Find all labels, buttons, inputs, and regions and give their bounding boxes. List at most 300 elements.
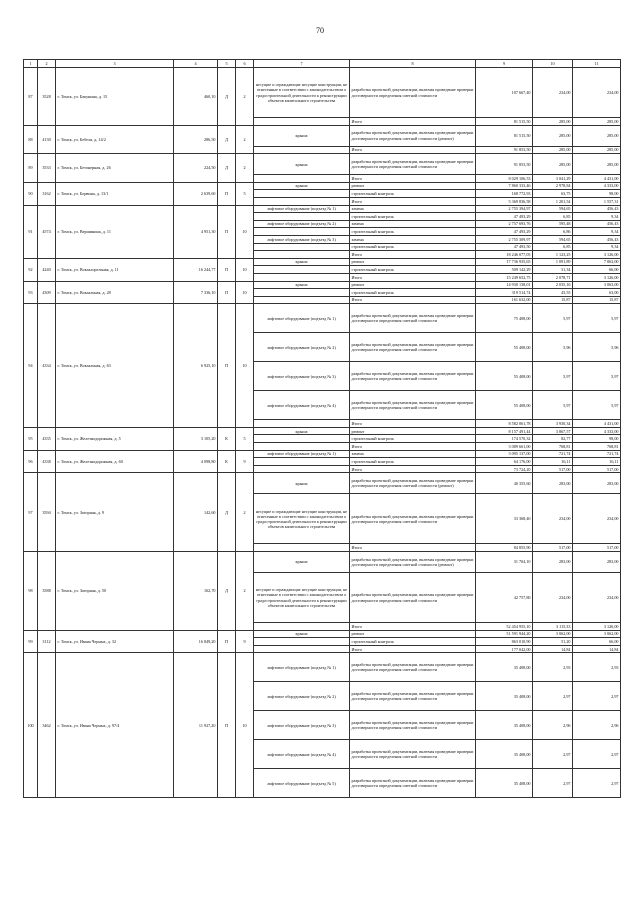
work-type (254, 443, 350, 451)
work-type: лифтовое оборудование (подъезд № 2) (254, 333, 350, 362)
unit-cost: 1 123,25 (533, 251, 573, 259)
work-type (254, 458, 350, 466)
work-type: крыша (254, 473, 350, 494)
work-type: несущие и ограждающие несущие конструкции, не отнесенные в соответствии с законодательством о градостроительной деятельности к реконструкции объектов капитального строительства (254, 573, 350, 623)
floors: 10 (236, 205, 254, 258)
work-description: ремонт (350, 281, 476, 289)
work-description: разработка проектной документации, включая проведение проверки достоверности определения сметной стоимости (ремонт) (350, 473, 476, 494)
max-unit-cost: 9,34 (573, 243, 621, 251)
work-type: лифтовое оборудование (подъезд № 5) (254, 769, 350, 798)
floors: 10 (236, 258, 254, 281)
unit-cost: 51,20 (533, 638, 573, 646)
cost-value: 47 493,50 (476, 243, 533, 251)
unit-cost: 6,86 (533, 228, 573, 236)
address: г. Томск, ул. Вокзальная, д. 28 (56, 281, 174, 304)
max-unit-cost: 517,00 (573, 544, 621, 552)
max-unit-cost: 5,96 (573, 333, 621, 362)
work-type (254, 435, 350, 443)
table-row (24, 68, 621, 118)
work-type: лифтовое оборудование (подъезд № 1) (254, 450, 350, 458)
work-type: крыша (254, 258, 350, 266)
column-header: 9 (476, 60, 533, 68)
total-area: 11 927,20 (174, 653, 218, 798)
unit-cost: 3 115,33 (533, 623, 573, 631)
house-id: 3533 (38, 154, 56, 183)
work-description: Итого (350, 118, 476, 126)
work-description: разработка проектной документации, включая проведение проверки достоверности определения сметной стоимости (350, 333, 476, 362)
work-type (254, 251, 350, 259)
unit-cost: 82,77 (533, 435, 573, 443)
total-area: 6 925,10 (174, 304, 218, 428)
work-type: крыша (254, 182, 350, 190)
work-type (254, 296, 350, 304)
work-description: Итого (350, 296, 476, 304)
cost-value: 35 408,00 (476, 769, 533, 798)
column-header: 4 (174, 60, 218, 68)
cost-value: 168 772,93 (476, 190, 533, 198)
work-description: ремонт (350, 258, 476, 266)
unit-cost: 5,97 (533, 304, 573, 333)
work-type (254, 289, 350, 297)
total-area: 16 244,77 (174, 258, 218, 281)
cost-value: 8 582 061,78 (476, 420, 533, 428)
unit-cost: 2 035,16 (533, 281, 573, 289)
work-description: разработка проектной документации, включая проведение проверки достоверности определения сметной стоимости (350, 573, 476, 623)
row-number: 87 (24, 68, 38, 126)
max-unit-cost: 3 126,00 (573, 623, 621, 631)
table-row (24, 450, 621, 458)
column-header: 3 (56, 60, 174, 68)
cost-value: 81 515,50 (476, 125, 533, 146)
max-unit-cost: 4 333,00 (573, 182, 621, 190)
unit-cost: 15,87 (533, 296, 573, 304)
address: г. Томск, ул. Бетонерная, д. 26 (56, 154, 174, 183)
cost-value: 52 454 955,10 (476, 623, 533, 631)
unit-cost: 283,00 (533, 473, 573, 494)
floors: 2 (236, 68, 254, 126)
work-type (254, 175, 350, 183)
total-area: 162,70 (174, 552, 218, 631)
header-row (24, 60, 621, 68)
unit-cost: 721,74 (533, 450, 573, 458)
work-description: разработка проектной документации, включая проведение проверки достоверности определения сметной стоимости (350, 653, 476, 682)
work-description: строительный контроль (350, 289, 476, 297)
work-type (254, 273, 350, 281)
work-type: лифтовое оборудование (подъезд № 4) (254, 391, 350, 420)
work-description: разработка проектной документации, включая проведение проверки достоверности определения сметной стоимости (350, 391, 476, 420)
work-type: лифтовое оборудование (подъезд № 2) (254, 220, 350, 228)
work-type: крыша (254, 630, 350, 638)
unit-cost: 2,97 (533, 740, 573, 769)
cost-value: 84 855,90 (476, 544, 533, 552)
max-unit-cost: 4 333,00 (573, 427, 621, 435)
work-description: разработка проектной документации, включая проведение проверки достоверности определения сметной стоимости (350, 68, 476, 118)
max-unit-cost: 456,43 (573, 235, 621, 243)
unit-cost: 2,96 (533, 711, 573, 740)
max-unit-cost: 283,00 (573, 552, 621, 573)
row-number: 100 (24, 653, 38, 798)
cost-value: 17 736 935,65 (476, 258, 533, 266)
work-description: Итого (350, 420, 476, 428)
column-header: 7 (254, 60, 350, 68)
total-area: 16 849,20 (174, 630, 218, 653)
cost-value: 2 755 309,97 (476, 235, 533, 243)
work-description: строительный контроль (350, 435, 476, 443)
cost-value: 7 860 333,46 (476, 182, 533, 190)
address: г. Томск, ул. Ивана Черных, д. 32 (56, 630, 174, 653)
max-unit-cost: 98,00 (573, 190, 621, 198)
work-description: Итого (350, 197, 476, 205)
house-id: 3594 (38, 473, 56, 552)
unit-cost: 3 041,29 (533, 175, 573, 183)
unit-cost: 517,00 (533, 544, 573, 552)
work-type (254, 228, 350, 236)
cost-value: 107 667,40 (476, 68, 533, 118)
unit-cost: 285,00 (533, 146, 573, 154)
cost-value: 81 515,50 (476, 118, 533, 126)
cost-value: 18 246 077,05 (476, 251, 533, 259)
cost-value: 91 853,50 (476, 154, 533, 175)
cost-value: 73 724,20 (476, 465, 533, 473)
max-unit-cost: 3 062,00 (573, 630, 621, 638)
work-description: Итого (350, 175, 476, 183)
work-description: замена (350, 205, 476, 213)
work-description: Итого (350, 273, 476, 281)
work-type (254, 190, 350, 198)
work-description: ремонт (350, 630, 476, 638)
floors: 2 (236, 154, 254, 183)
row-number: 88 (24, 125, 38, 154)
cost-value: 8 157 491,44 (476, 427, 533, 435)
work-description: строительный контроль (350, 190, 476, 198)
work-description: разработка проектной документации, включая проведение проверки достоверности определения сметной стоимости (350, 740, 476, 769)
work-type: крыша (254, 552, 350, 573)
work-type (254, 197, 350, 205)
cost-value: 863 010,90 (476, 638, 533, 646)
wall-material: П (218, 653, 236, 798)
cost-value: 47 493,29 (476, 228, 533, 236)
table-row (24, 258, 621, 266)
floors: 10 (236, 304, 254, 428)
max-unit-cost: 2,97 (573, 740, 621, 769)
address: г. Томск, ул. Бебеля, д. 14/2 (56, 125, 174, 154)
max-unit-cost: 7 063,00 (573, 258, 621, 266)
cost-value: 91 853,50 (476, 146, 533, 154)
work-description: Итого (350, 544, 476, 552)
work-description: разработка проектной документации, включая проведение проверки достоверности определения сметной стоимости (350, 711, 476, 740)
max-unit-cost: 15,87 (573, 296, 621, 304)
table-row (24, 427, 621, 435)
floors: 5 (236, 427, 254, 450)
row-number: 98 (24, 552, 38, 631)
work-type: крыша (254, 427, 350, 435)
max-unit-cost: 234,00 (573, 494, 621, 544)
floors: 10 (236, 281, 254, 304)
max-unit-cost: 283,00 (573, 473, 621, 494)
table-row (24, 304, 621, 333)
table-row (24, 182, 621, 190)
column-header: 1 (24, 60, 38, 68)
unit-cost: 14,84 (533, 645, 573, 653)
max-unit-cost: 9,34 (573, 213, 621, 221)
work-type (254, 118, 350, 126)
work-type (254, 465, 350, 473)
column-header: 5 (218, 60, 236, 68)
total-area: 142,60 (174, 473, 218, 552)
work-type (254, 266, 350, 274)
cost-value: 33 368,40 (476, 494, 533, 544)
work-type: лифтовое оборудование (подъезд № 1) (254, 205, 350, 213)
work-description: Итого (350, 465, 476, 473)
work-description: строительный контроль (350, 638, 476, 646)
max-unit-cost: 721,74 (573, 450, 621, 458)
max-unit-cost: 3 126,00 (573, 273, 621, 281)
column-header: 2 (38, 60, 56, 68)
unit-cost: 6,85 (533, 243, 573, 251)
column-header: 11 (573, 60, 621, 68)
house-id: 4240 (38, 258, 56, 281)
cost-value: 51 591 944,20 (476, 630, 533, 638)
total-area: 4 951,30 (174, 205, 218, 258)
work-description: разработка проектной документации, включая проведение проверки достоверности определения сметной стоимости (ремонт) (350, 125, 476, 146)
cost-value: 35 408,00 (476, 740, 533, 769)
cost-value: 8 029 106,53 (476, 175, 533, 183)
cost-value: 161 632,00 (476, 296, 533, 304)
unit-cost: 283,00 (533, 552, 573, 573)
work-description: замена (350, 220, 476, 228)
unit-cost: 2,97 (533, 682, 573, 711)
house-id: 3112 (38, 630, 56, 653)
total-area: 3 105,20 (174, 427, 218, 450)
work-type (254, 645, 350, 653)
work-description: строительный контроль (350, 243, 476, 251)
capital-repair-register-table (23, 59, 621, 798)
column-header: 10 (533, 60, 573, 68)
page-number: 70 (316, 26, 324, 35)
wall-material: Д (218, 68, 236, 126)
unit-cost: 2 978,84 (533, 182, 573, 190)
address: г. Томск, ул. Вокзальная, д. 63 (56, 304, 174, 428)
unit-cost: 2,93 (533, 653, 573, 682)
wall-material: Д (218, 125, 236, 154)
work-type (254, 638, 350, 646)
house-id: 4335 (38, 427, 56, 450)
unit-cost: 285,00 (533, 154, 573, 175)
max-unit-cost: 517,00 (573, 465, 621, 473)
unit-cost: 594,65 (533, 235, 573, 243)
work-type: лифтовое оборудование (подъезд № 4) (254, 740, 350, 769)
address: г. Томск, ул. Загорная, д. 9 (56, 473, 174, 552)
cost-value: 55 408,00 (476, 333, 533, 362)
floors: 5 (236, 182, 254, 205)
work-description: замена (350, 450, 476, 458)
row-number: 90 (24, 182, 38, 205)
max-unit-cost: 4 431,00 (573, 420, 621, 428)
table-row (24, 154, 621, 175)
work-type (254, 420, 350, 428)
address: г. Томск, ул. Бакунина, д. 15 (56, 68, 174, 126)
cost-value: 35 408,00 (476, 682, 533, 711)
address: г. Томск, ул. Загорная, д. 50 (56, 552, 174, 631)
work-type: лифтовое оборудование (подъезд № 2) (254, 682, 350, 711)
max-unit-cost: 14,84 (573, 645, 621, 653)
work-type: крыша (254, 281, 350, 289)
house-id: 4309 (38, 281, 56, 304)
column-header: 8 (350, 60, 476, 68)
house-id: 3528 (38, 68, 56, 126)
address: г. Томск, ул. Железнодорожная, д. 5 (56, 427, 174, 450)
column-header: 6 (236, 60, 254, 68)
wall-material: К (218, 427, 236, 450)
cost-value: 319 514,74 (476, 289, 533, 297)
row-number: 91 (24, 205, 38, 258)
work-type: крыша (254, 154, 350, 175)
max-unit-cost: 2,97 (573, 682, 621, 711)
house-id: 4338 (38, 450, 56, 473)
work-type: несущие и ограждающие несущие конструкции, не отнесенные в соответствии с законодательством о градостроительной деятельности к реконструкции объектов капитального строительства (254, 68, 350, 118)
cost-value: 3 089 661,00 (476, 443, 533, 451)
unit-cost: 2,97 (533, 769, 573, 798)
cost-value: 5 369 836,58 (476, 197, 533, 205)
work-type: лифтовое оборудование (подъезд № 1) (254, 304, 350, 333)
work-description: разработка проектной документации, включая проведение проверки достоверности определения сметной стоимости (ремонт) (350, 552, 476, 573)
unit-cost: 5,96 (533, 333, 573, 362)
wall-material: К (218, 450, 236, 473)
wall-material: П (218, 258, 236, 281)
unit-cost: 16,11 (533, 458, 573, 466)
table-row (24, 205, 621, 213)
unit-cost: 517,00 (533, 465, 573, 473)
unit-cost: 43,55 (533, 289, 573, 297)
cost-value: 75 408,00 (476, 304, 533, 333)
work-description: Итого (350, 146, 476, 154)
wall-material: П (218, 304, 236, 428)
cost-value: 3 095 137,00 (476, 450, 533, 458)
unit-cost: 594,65 (533, 205, 573, 213)
unit-cost: 768,81 (533, 443, 573, 451)
max-unit-cost: 3 063,00 (573, 281, 621, 289)
max-unit-cost: 456,43 (573, 220, 621, 228)
work-type (254, 243, 350, 251)
row-number: 99 (24, 630, 38, 653)
work-type (254, 544, 350, 552)
total-area: 286,50 (174, 125, 218, 154)
house-id: 3162 (38, 182, 56, 205)
wall-material: Д (218, 473, 236, 552)
address: г. Томск, ул. Вокзалорельная, д. 11 (56, 258, 174, 281)
work-type: лифтовое оборудование (подъезд № 3) (254, 235, 350, 243)
unit-cost: 3 930,34 (533, 420, 573, 428)
work-description: строительный контроль (350, 213, 476, 221)
house-id: 3462 (38, 653, 56, 798)
unit-cost: 595,48 (533, 220, 573, 228)
table-row (24, 552, 621, 573)
max-unit-cost: 98,00 (573, 435, 621, 443)
work-type: несущие и ограждающие несущие конструкции, не отнесенные в соответствии с законодательством о градостроительной деятельности к реконструкции объектов капитального строительства (254, 494, 350, 544)
max-unit-cost: 285,00 (573, 125, 621, 146)
house-id: 4574 (38, 205, 56, 258)
total-area: 2 639,60 (174, 182, 218, 205)
work-description: ремонт (350, 427, 476, 435)
row-number: 92 (24, 258, 38, 281)
max-unit-cost: 5,97 (573, 391, 621, 420)
wall-material: П (218, 630, 236, 653)
work-description: ремонт (350, 182, 476, 190)
cost-value: 509 142,29 (476, 266, 533, 274)
wall-material: Д (218, 154, 236, 183)
max-unit-cost: 285,00 (573, 154, 621, 175)
cost-value: 55 408,00 (476, 362, 533, 391)
work-description: разработка проектной документации, включая проведение проверки достоверности определения сметной стоимости (350, 362, 476, 391)
max-unit-cost: 234,00 (573, 573, 621, 623)
max-unit-cost: 3 126,00 (573, 251, 621, 259)
unit-cost: 234,00 (533, 573, 573, 623)
row-number: 89 (24, 154, 38, 183)
cost-value: 174 570,32 (476, 435, 533, 443)
total-area: 224,50 (174, 154, 218, 183)
max-unit-cost: 9,34 (573, 228, 621, 236)
unit-cost: 31,34 (533, 266, 573, 274)
table-row (24, 630, 621, 638)
row-number: 96 (24, 450, 38, 473)
work-type (254, 623, 350, 631)
address: г. Томск, ул. Ивана Черных, д. 97/4 (56, 653, 174, 798)
table-row (24, 281, 621, 289)
unit-cost: 234,00 (533, 494, 573, 544)
unit-cost: 1 091,89 (533, 258, 573, 266)
work-description: разработка проектной документации, включая проведение проверки достоверности определения сметной стоимости (350, 304, 476, 333)
work-type: лифтовое оборудование (подъезд № 3) (254, 711, 350, 740)
house-id: 4334 (38, 304, 56, 428)
work-description: Итого (350, 443, 476, 451)
cost-value: 31 704,10 (476, 552, 533, 573)
max-unit-cost: 5,97 (573, 362, 621, 391)
cost-value: 35 408,00 (476, 653, 533, 682)
table-row (24, 125, 621, 146)
address: г. Томск, ул. Железнодорожная, д. 60 (56, 450, 174, 473)
unit-cost: 285,00 (533, 125, 573, 146)
max-unit-cost: 5,97 (573, 304, 621, 333)
max-unit-cost: 2,97 (573, 769, 621, 798)
wall-material: П (218, 281, 236, 304)
cost-value: 42 757,80 (476, 573, 533, 623)
unit-cost: 6,85 (533, 213, 573, 221)
unit-cost: 3 062,00 (533, 630, 573, 638)
cost-value: 64 176,00 (476, 458, 533, 466)
work-description: разработка проектной документации, включая проведение проверки достоверности определения сметной стоимости (350, 494, 476, 544)
max-unit-cost: 2,96 (573, 711, 621, 740)
max-unit-cost: 66,00 (573, 266, 621, 274)
max-unit-cost: 234,00 (573, 68, 621, 118)
wall-material: П (218, 205, 236, 258)
work-description: разработка проектной документации, включая проведение проверки достоверности определения сметной стоимости (350, 769, 476, 798)
max-unit-cost: 285,00 (573, 146, 621, 154)
total-area: 460,10 (174, 68, 218, 126)
work-type: крыша (254, 125, 350, 146)
wall-material: П (218, 182, 236, 205)
work-type: лифтовое оборудование (подъезд № 1) (254, 653, 350, 682)
table-row (24, 653, 621, 682)
cost-value: 2 755 394,97 (476, 205, 533, 213)
work-description: замена (350, 235, 476, 243)
max-unit-cost: 456,43 (573, 205, 621, 213)
max-unit-cost: 768,81 (573, 443, 621, 451)
work-description: разработка проектной документации, включая проведение проверки достоверности определения сметной стоимости (350, 154, 476, 175)
unit-cost: 2 078,71 (533, 273, 573, 281)
unit-cost: 234,00 (533, 68, 573, 118)
unit-cost: 5,97 (533, 391, 573, 420)
max-unit-cost: 4 431,00 (573, 175, 621, 183)
